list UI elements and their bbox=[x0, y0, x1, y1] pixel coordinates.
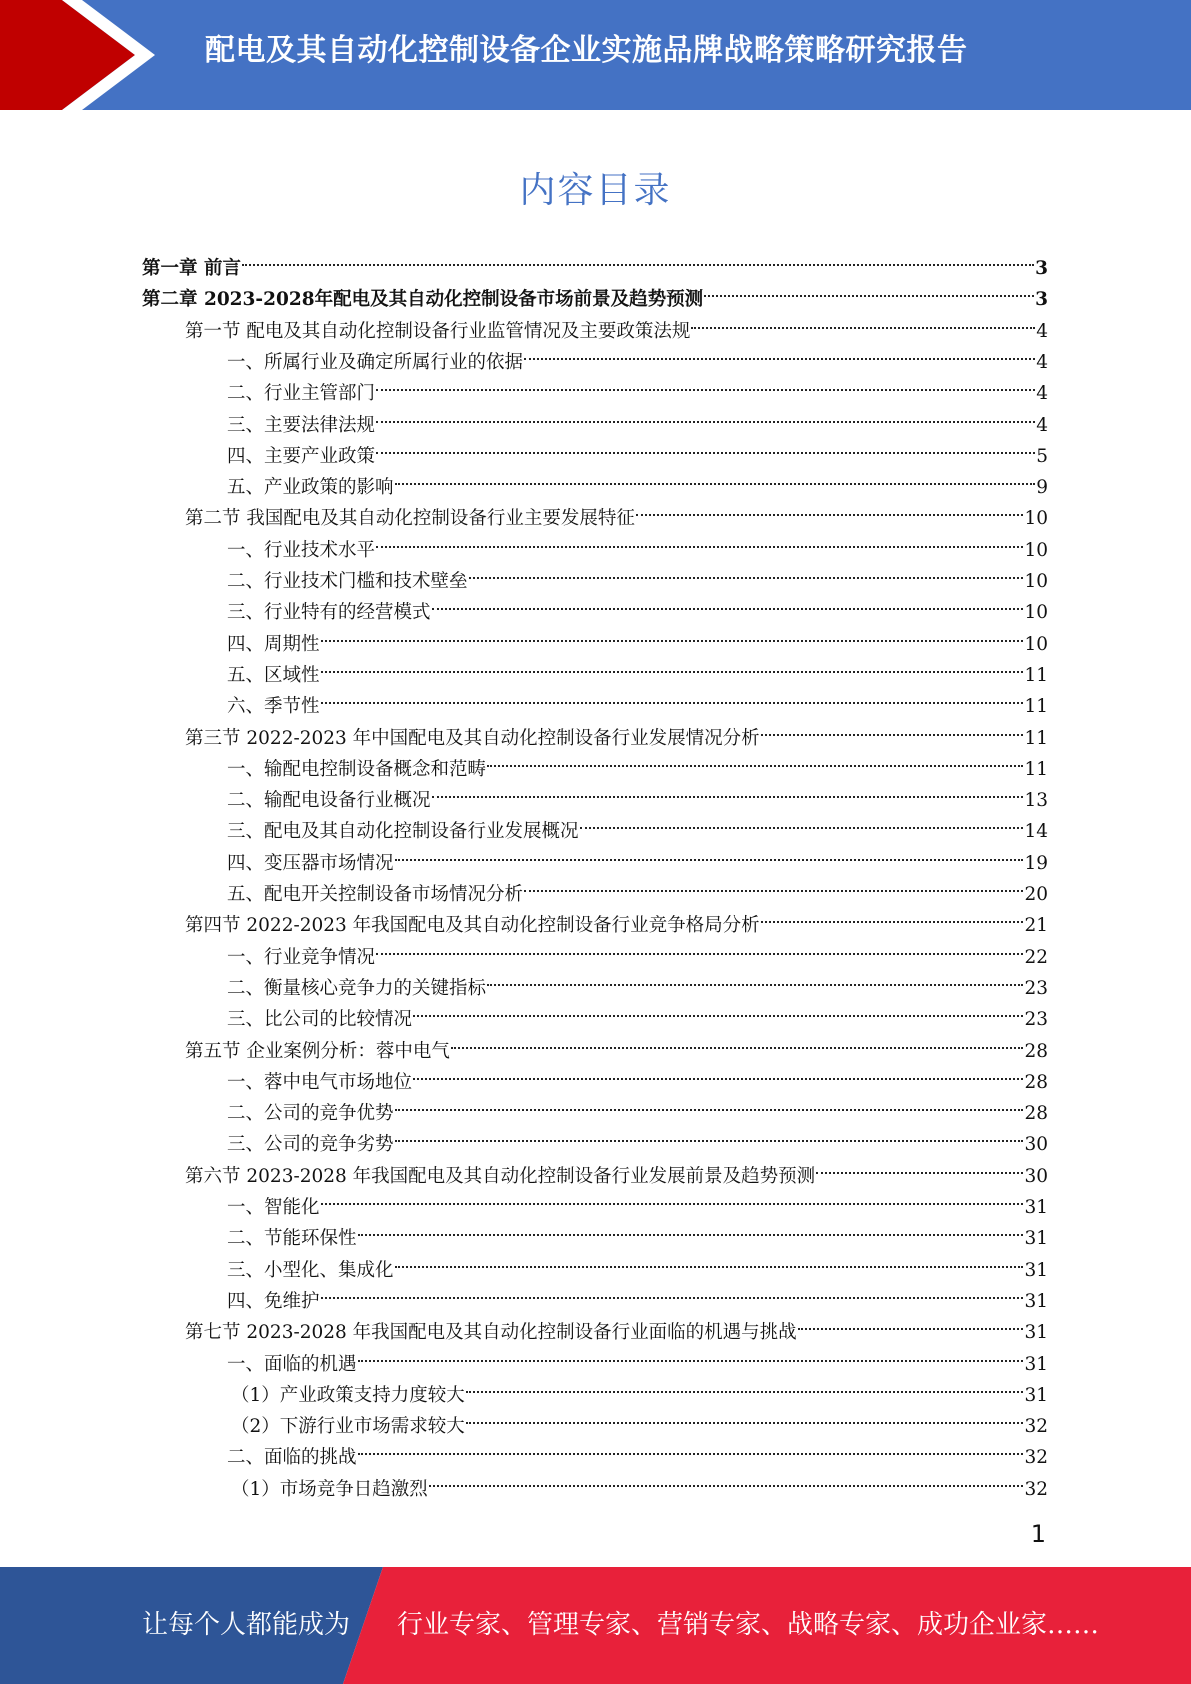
toc-entry-page: 9 bbox=[1036, 477, 1048, 499]
toc-entry[interactable] bbox=[227, 379, 1048, 409]
toc-entry-page: 23 bbox=[1024, 977, 1048, 999]
toc-entry-label: 第六节 2023-2028 年我国配电及其自动化控制设备行业发展前景及趋势预测 bbox=[185, 1165, 816, 1187]
footer-slogan-left: 让每个人都能成为 bbox=[142, 1610, 351, 1640]
toc-entry[interactable] bbox=[142, 254, 1048, 284]
toc-dot-leader bbox=[761, 734, 1024, 736]
toc-entry-label: 三、小型化、集成化 bbox=[227, 1259, 394, 1281]
toc-dot-leader bbox=[487, 984, 1023, 986]
toc-entry-label: 三、配电及其自动化控制设备行业发展概况 bbox=[227, 821, 579, 843]
toc-entry-page: 10 bbox=[1024, 633, 1048, 655]
toc-entry-page: 10 bbox=[1024, 508, 1048, 530]
toc-entry-label: 二、行业技术门槛和技术壁垒 bbox=[227, 571, 468, 592]
toc-entry-page: 13 bbox=[1024, 790, 1048, 812]
toc-entry-label: 四、变压器市场情况 bbox=[227, 852, 394, 874]
toc-entry[interactable] bbox=[227, 598, 1048, 628]
toc-entry[interactable] bbox=[227, 536, 1048, 566]
toc-entry[interactable] bbox=[227, 1287, 1048, 1317]
toc-dot-leader bbox=[321, 671, 1024, 673]
toc-dot-leader bbox=[376, 953, 1023, 955]
toc-entry-page: 28 bbox=[1024, 1071, 1048, 1093]
toc-entry-page: 31 bbox=[1024, 1384, 1048, 1406]
toc-dot-leader bbox=[395, 1266, 1024, 1268]
toc-dot-leader bbox=[432, 796, 1024, 798]
toc-entry[interactable] bbox=[227, 442, 1048, 472]
toc-entry-page: 11 bbox=[1024, 664, 1048, 686]
toc-dot-leader bbox=[395, 859, 1024, 861]
toc-dot-leader bbox=[761, 921, 1024, 923]
toc-entry-page: 23 bbox=[1024, 1009, 1048, 1031]
toc-entry[interactable] bbox=[185, 1162, 1048, 1192]
toc-entry[interactable] bbox=[185, 1037, 1048, 1067]
toc-entry[interactable] bbox=[185, 724, 1048, 754]
toc-entry-page: 11 bbox=[1024, 696, 1048, 718]
toc-entry-label: 一、面临的机遇 bbox=[227, 1353, 357, 1375]
toc-entry[interactable] bbox=[185, 317, 1048, 347]
toc-entry-page: 10 bbox=[1024, 539, 1048, 561]
toc-dot-leader bbox=[395, 483, 1036, 485]
toc-dot-leader bbox=[321, 702, 1024, 704]
toc-dot-leader bbox=[321, 1297, 1024, 1299]
toc-entry[interactable] bbox=[227, 849, 1048, 879]
toc-entry-page: 4 bbox=[1036, 414, 1048, 436]
toc-entry[interactable] bbox=[227, 974, 1048, 1004]
toc-entry-page: 14 bbox=[1024, 821, 1048, 843]
toc-entry[interactable] bbox=[142, 285, 1048, 315]
toc-entry-label: 一、智能化 bbox=[227, 1197, 320, 1218]
toc-entry[interactable] bbox=[227, 1224, 1048, 1254]
toc-entry[interactable] bbox=[227, 692, 1048, 722]
toc-dot-leader bbox=[704, 295, 1034, 297]
toc-entry[interactable] bbox=[185, 1318, 1048, 1348]
toc-entry[interactable] bbox=[185, 911, 1048, 941]
toc-dot-leader bbox=[376, 452, 1035, 454]
toc-entry[interactable] bbox=[227, 661, 1048, 691]
toc-entry[interactable] bbox=[231, 1475, 1048, 1505]
toc-dot-leader bbox=[321, 1203, 1024, 1205]
toc-entry-label: 四、免维护 bbox=[227, 1290, 320, 1312]
toc-entry-label: （2）下游行业市场需求较大 bbox=[231, 1416, 465, 1438]
toc-entry-page: 3 bbox=[1035, 289, 1048, 311]
toc-dot-leader bbox=[395, 1140, 1024, 1142]
footer-banner bbox=[0, 1567, 1191, 1684]
footer-slogan-right: 行业专家、管理专家、营销专家、战略专家、成功企业家…… bbox=[397, 1610, 1100, 1640]
toc-entry-page: 10 bbox=[1024, 571, 1048, 592]
toc-entry[interactable] bbox=[227, 1256, 1048, 1286]
toc-heading: 内容目录 bbox=[519, 170, 672, 211]
toc-entry[interactable] bbox=[227, 1193, 1048, 1223]
toc-dot-leader bbox=[524, 358, 1035, 360]
toc-entry-label: 一、蓉中电气市场地位 bbox=[227, 1071, 413, 1093]
toc-entry-label: 一、行业技术水平 bbox=[227, 539, 376, 561]
toc-entry-label: 二、面临的挑战 bbox=[227, 1447, 357, 1469]
toc-entry[interactable] bbox=[227, 943, 1048, 973]
toc-entry[interactable] bbox=[227, 630, 1048, 660]
toc-dot-leader bbox=[413, 1015, 1023, 1017]
toc-entry-label: 六、季节性 bbox=[227, 696, 320, 718]
toc-entry-label: 一、行业竞争情况 bbox=[227, 946, 376, 968]
toc-dot-leader bbox=[432, 608, 1024, 610]
toc-entry-label: 第一章 前言 bbox=[142, 258, 241, 279]
toc-dot-leader bbox=[524, 890, 1023, 892]
toc-entry-label: 一、输配电控制设备概念和范畴 bbox=[227, 758, 487, 780]
toc-entry-page: 4 bbox=[1036, 320, 1048, 342]
toc-entry-label: 四、主要产业政策 bbox=[227, 445, 376, 467]
toc-entry-label: 五、产业政策的影响 bbox=[227, 477, 394, 499]
toc-entry-page: 30 bbox=[1024, 1134, 1048, 1156]
toc-entry-page: 4 bbox=[1036, 383, 1048, 405]
toc-entry-page: 4 bbox=[1036, 351, 1048, 373]
toc-entry-page: 30 bbox=[1024, 1165, 1048, 1187]
toc-entry-label: （1）市场竞争日趋激烈 bbox=[231, 1478, 428, 1500]
toc-entry-page: 21 bbox=[1024, 915, 1048, 937]
toc-entry-label: 第二节 我国配电及其自动化控制设备行业主要发展特征 bbox=[185, 508, 635, 530]
toc-dot-leader bbox=[321, 640, 1024, 642]
toc-entry-label: 二、衡量核心竞争力的关键指标 bbox=[227, 977, 487, 999]
toc-dot-leader bbox=[691, 327, 1035, 329]
toc-entry[interactable] bbox=[227, 1350, 1048, 1380]
toc-entry-page: 11 bbox=[1024, 727, 1048, 749]
toc-entry-label: 二、公司的竞争优势 bbox=[227, 1103, 394, 1125]
toc-entry-page: 20 bbox=[1024, 884, 1048, 905]
toc-entry-page: 31 bbox=[1024, 1228, 1048, 1250]
toc-entry-label: 第三节 2022-2023 年中国配电及其自动化控制设备行业发展情况分析 bbox=[185, 727, 760, 749]
toc-entry[interactable] bbox=[227, 411, 1048, 441]
toc-dot-leader bbox=[413, 1078, 1023, 1080]
toc-entry[interactable] bbox=[227, 1068, 1048, 1098]
toc-entry-page: 31 bbox=[1024, 1353, 1048, 1375]
toc-entry[interactable] bbox=[227, 786, 1048, 816]
toc-dot-leader bbox=[358, 1453, 1024, 1455]
toc-entry[interactable] bbox=[227, 1005, 1048, 1035]
toc-dot-leader bbox=[466, 1422, 1024, 1424]
toc-entry[interactable] bbox=[227, 1099, 1048, 1129]
toc-dot-leader bbox=[636, 514, 1024, 516]
toc-entry-page: 28 bbox=[1024, 1040, 1048, 1062]
toc-entry-page: 32 bbox=[1024, 1478, 1048, 1500]
toc-dot-leader bbox=[395, 1109, 1024, 1111]
toc-entry[interactable] bbox=[227, 1443, 1048, 1473]
toc-entry-page: 28 bbox=[1024, 1103, 1048, 1125]
toc-entry-label: 第一节 配电及其自动化控制设备行业监管情况及主要政策法规 bbox=[185, 320, 691, 342]
toc-entry-page: 31 bbox=[1024, 1322, 1048, 1344]
toc-dot-leader bbox=[451, 1047, 1024, 1049]
toc-dot-leader bbox=[376, 546, 1023, 548]
toc-entry-label: 第四节 2022-2023 年我国配电及其自动化控制设备行业竞争格局分析 bbox=[185, 915, 760, 937]
toc-dot-leader bbox=[358, 1234, 1024, 1236]
report-title: 配电及其自动化控制设备企业实施品牌战略策略研究报告 bbox=[205, 33, 968, 68]
toc-entry-page: 32 bbox=[1024, 1447, 1048, 1469]
toc-entry-page: 10 bbox=[1024, 602, 1048, 624]
toc-entry-label: 一、所属行业及确定所属行业的依据 bbox=[227, 351, 524, 373]
header-banner bbox=[0, 0, 1191, 110]
toc-entry-page: 3 bbox=[1035, 258, 1048, 279]
toc-entry-page: 5 bbox=[1036, 445, 1048, 467]
toc-entry-page: 19 bbox=[1024, 852, 1048, 874]
toc-entry-label: 三、公司的竞争劣势 bbox=[227, 1134, 394, 1156]
toc-entry[interactable] bbox=[227, 348, 1048, 378]
toc-entry[interactable] bbox=[227, 755, 1048, 785]
toc-dot-leader bbox=[242, 264, 1034, 266]
toc-entry[interactable] bbox=[227, 817, 1048, 847]
toc-entry[interactable] bbox=[231, 1381, 1048, 1411]
toc-entry-label: 五、区域性 bbox=[227, 664, 320, 686]
toc-dot-leader bbox=[487, 765, 1023, 767]
toc-entry-label: 二、节能环保性 bbox=[227, 1228, 357, 1250]
toc-entry-page: 31 bbox=[1024, 1290, 1048, 1312]
toc-entry-label: 第五节 企业案例分析：蓉中电气 bbox=[185, 1040, 450, 1062]
toc-entry-page: 11 bbox=[1024, 758, 1048, 780]
toc-entry[interactable] bbox=[227, 567, 1048, 597]
toc-entry-label: 三、主要法律法规 bbox=[227, 414, 376, 436]
toc-dot-leader bbox=[429, 1485, 1024, 1487]
toc-entry-label: 第七节 2023-2028 年我国配电及其自动化控制设备行业面临的机遇与挑战 bbox=[185, 1322, 797, 1344]
toc-dot-leader bbox=[376, 421, 1035, 423]
toc-entry[interactable] bbox=[227, 1130, 1048, 1160]
toc-entry-page: 31 bbox=[1024, 1259, 1048, 1281]
toc-dot-leader bbox=[469, 577, 1024, 579]
toc-entry-label: 四、周期性 bbox=[227, 633, 320, 655]
toc-dot-leader bbox=[376, 389, 1035, 391]
toc-entry[interactable] bbox=[185, 504, 1048, 534]
toc-entry-page: 22 bbox=[1024, 946, 1048, 968]
toc-entry-label: 二、输配电设备行业概况 bbox=[227, 790, 431, 812]
toc-entry-label: （1）产业政策支持力度较大 bbox=[231, 1384, 465, 1406]
toc-entry-label: 第二章 2023-2028年配电及其自动化控制设备市场前景及趋势预测 bbox=[142, 289, 704, 311]
toc-entry-label: 五、配电开关控制设备市场情况分析 bbox=[227, 884, 524, 905]
toc-entry-label: 二、行业主管部门 bbox=[227, 383, 376, 405]
toc-dot-leader bbox=[816, 1172, 1023, 1174]
toc-dot-leader bbox=[580, 827, 1024, 829]
toc-entry-page: 31 bbox=[1024, 1197, 1048, 1218]
toc-entry-label: 三、行业特有的经营模式 bbox=[227, 602, 431, 624]
toc-entry[interactable] bbox=[227, 473, 1048, 503]
page-number: 1 bbox=[1030, 1520, 1046, 1548]
toc-entry[interactable] bbox=[227, 880, 1048, 910]
toc-entry[interactable] bbox=[231, 1412, 1048, 1442]
toc-entry-page: 32 bbox=[1024, 1416, 1048, 1438]
toc-dot-leader bbox=[466, 1391, 1024, 1393]
toc-entry-label: 三、比公司的比较情况 bbox=[227, 1009, 413, 1031]
toc-dot-leader bbox=[358, 1360, 1024, 1362]
toc-dot-leader bbox=[798, 1328, 1024, 1330]
